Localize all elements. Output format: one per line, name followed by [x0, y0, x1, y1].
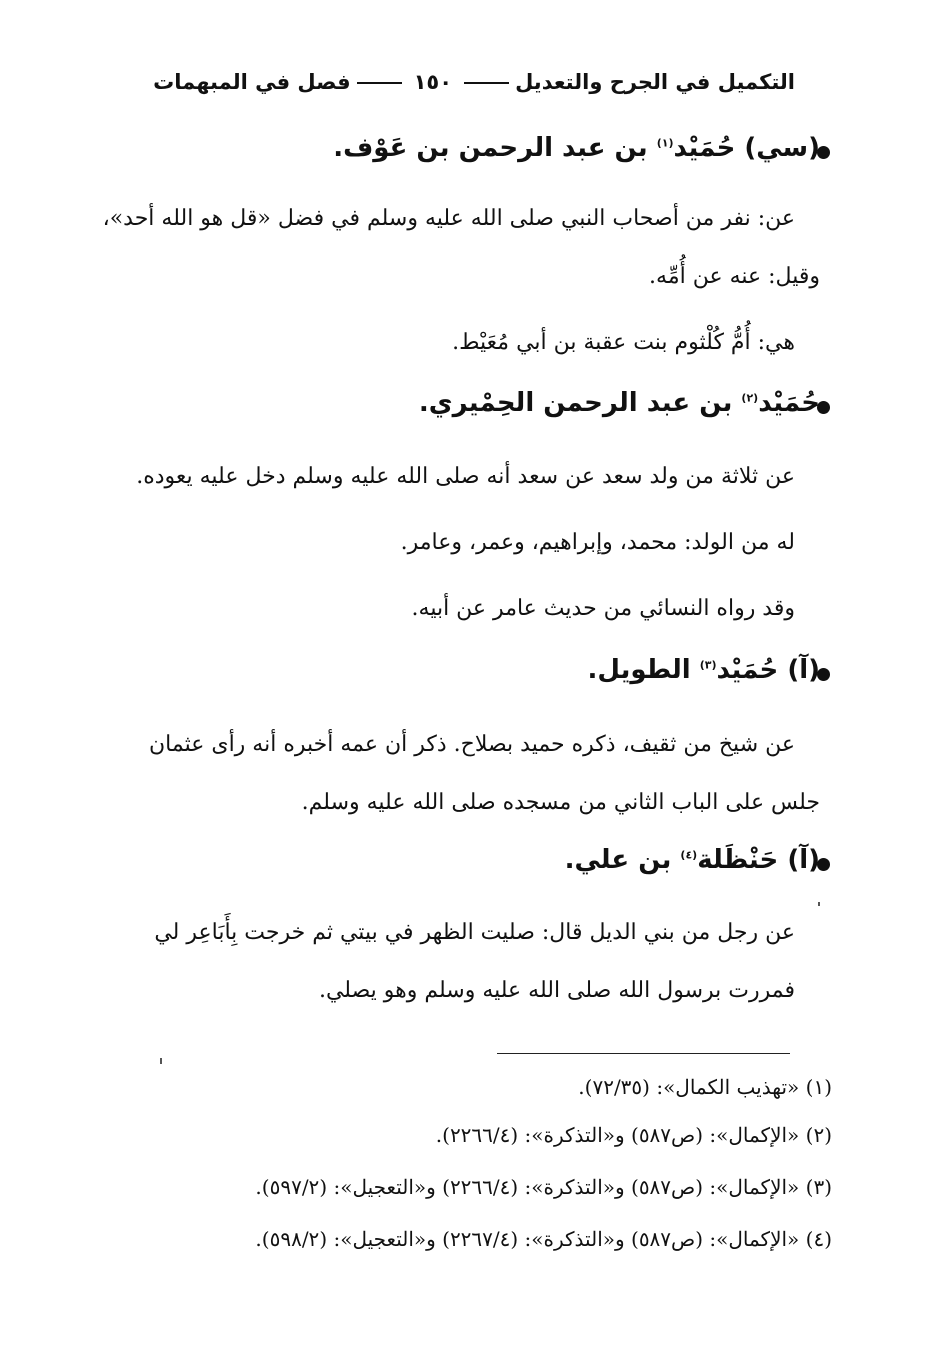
footnote-marker: (٢) — [741, 391, 759, 405]
footnote-marker: (٣) — [699, 658, 717, 672]
footnote: (٢) «الإكمال»: (ص٥٨٧) و«التذكرة»: (٢٢٦٦/٤). — [435, 1123, 832, 1147]
entry-name-rest: بن علي. — [564, 845, 681, 875]
body-line: جلس على الباب الثاني من مسجده صلى الله عليه وسلم. — [301, 790, 820, 815]
body-line: عن رجل من بني الديل قال: صليت الظهر في بيتي ثم خرجت بِأَبَاعِر لي — [154, 920, 795, 945]
scan-speck — [818, 902, 820, 906]
entry-name: (آ) حُمَيْد — [716, 655, 820, 685]
footnote-marker: (١) — [656, 136, 674, 150]
header-dash — [357, 82, 402, 84]
scan-speck — [160, 1058, 162, 1064]
header-dash — [464, 82, 509, 84]
entry-name: (آ) حَنْظَلة — [697, 845, 820, 875]
entry-heading — [333, 133, 820, 163]
footnote: (٤) «الإكمال»: (ص٥٨٧) و«التذكرة»: (٢٢٦٧/٤) و«التعجيل»: (٥٩٨/٢). — [255, 1227, 832, 1251]
entry-name: حُمَيْد — [758, 388, 820, 418]
body-line: عن ثلاثة من ولد سعد عن سعد أنه صلى الله عليه وسلم دخل عليه يعوده. — [136, 464, 795, 489]
body-line: هي: أُمُّ كُلْثوم بنت عقبة بن أبي مُعَيْط. — [452, 330, 795, 355]
entry-name-rest: بن عبد الرحمن بن عَوْف. — [333, 133, 657, 163]
entry-name-rest: بن عبد الرحمن الحِمْيري. — [418, 388, 742, 418]
entry-heading — [565, 845, 820, 875]
footnote: (٣) «الإكمال»: (ص٥٨٧) و«التذكرة»: (٢٢٦٦/٤) و«التعجيل»: (٥٩٧/٢). — [255, 1175, 832, 1199]
body-line: عن: نفر من أصحاب النبي صلى الله عليه وسلم في فضل «قل هو الله أحد»، — [102, 206, 795, 231]
entry-name: (سي) حُمَيْد — [673, 133, 820, 163]
section-title: فصل في المبهمات — [153, 70, 351, 94]
body-line: وقد رواه النسائي من حديث عامر عن أبيه. — [411, 596, 795, 621]
footnote: (١) «تهذيب الكمال»: (٧٢/٣٥). — [578, 1075, 832, 1099]
body-line: وقيل: عنه عن أُمِّه. — [649, 264, 820, 289]
body-line: له من الولد: محمد، وإبراهيم، وعمر، وعامر. — [400, 530, 795, 555]
book-title: التكميل في الجرح والتعديل — [515, 70, 795, 94]
entry-heading — [419, 388, 820, 418]
footnote-marker: (٤) — [680, 848, 698, 862]
footnote-separator — [497, 1053, 790, 1054]
page-number: ١٥٠ — [413, 70, 453, 94]
running-header — [153, 70, 795, 94]
entry-name-rest: الطويل. — [587, 655, 700, 685]
entry-heading — [587, 655, 820, 685]
body-line: عن شيخ من ثقيف، ذكره حميد بصلاح. ذكر أن عمه أخبره أنه رأى عثمان — [149, 732, 795, 757]
body-line: فمررت برسول الله صلى الله عليه وسلم وهو يصلي. — [318, 978, 795, 1003]
